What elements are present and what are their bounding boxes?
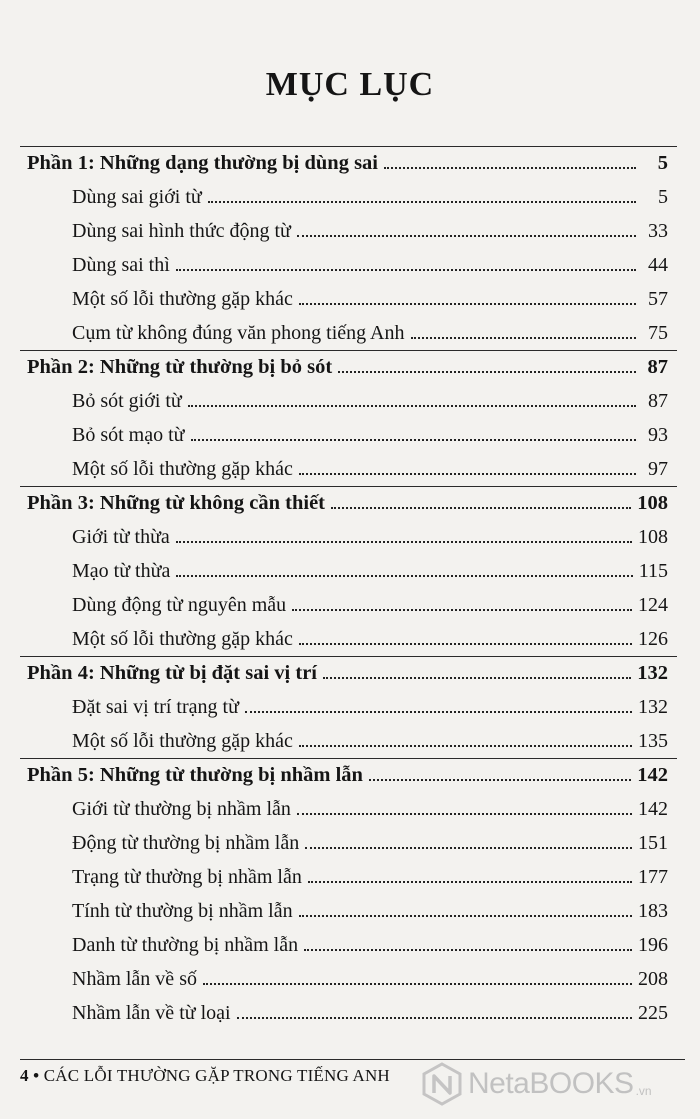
toc-entry-label: Mạo từ thừa xyxy=(72,560,171,582)
footer-bullet: • xyxy=(33,1066,40,1085)
dot-leader xyxy=(299,745,632,747)
toc-part-entry[interactable] xyxy=(0,658,700,688)
toc-entry-label: Bỏ sót giới từ xyxy=(72,390,182,412)
dot-leader xyxy=(176,541,632,543)
toc-sub-entry[interactable] xyxy=(0,420,700,450)
toc-sub-entry[interactable] xyxy=(0,862,700,892)
toc-entry-page-number: 196 xyxy=(638,934,668,956)
toc-entry-label: Dùng sai thì xyxy=(72,254,170,276)
dot-leader xyxy=(297,813,632,815)
toc-part-entry[interactable] xyxy=(0,760,700,790)
dot-leader xyxy=(338,371,636,373)
toc-entry-page-number: 108 xyxy=(638,526,668,548)
toc-entry-page-number: 57 xyxy=(648,288,668,310)
dot-leader xyxy=(304,949,632,951)
watermark-suffix: .vn xyxy=(635,1084,652,1098)
toc-entry-page-number: 142 xyxy=(637,764,668,786)
toc-entry-label: Nhầm lẫn về từ loại xyxy=(72,1002,231,1024)
toc-entry-page-number: 44 xyxy=(648,254,668,276)
toc-entry-page-number: 124 xyxy=(638,594,668,616)
page-footer xyxy=(20,1066,390,1086)
toc-entry-label: Dùng động từ nguyên mẫu xyxy=(72,594,287,616)
toc-sub-entry[interactable] xyxy=(0,182,700,212)
toc-part-entry[interactable] xyxy=(0,352,700,382)
toc-entry-page-number: 225 xyxy=(638,1002,668,1024)
toc-entry-label: Giới từ thường bị nhầm lẫn xyxy=(72,798,291,820)
watermark-text: NetaBOOKS xyxy=(468,1067,634,1100)
section-divider xyxy=(20,350,677,351)
section-divider xyxy=(20,486,677,487)
dot-leader xyxy=(176,575,632,577)
toc-entry-page-number: 151 xyxy=(638,832,668,854)
toc-sub-entry[interactable] xyxy=(0,828,700,858)
dot-leader xyxy=(323,677,631,679)
toc-entry-page-number: 142 xyxy=(638,798,668,820)
toc-entry-label: Một số lỗi thường gặp khác xyxy=(72,628,293,650)
dot-leader xyxy=(237,1017,632,1019)
toc-sub-entry[interactable] xyxy=(0,624,700,654)
toc-sub-entry[interactable] xyxy=(0,522,700,552)
dot-leader xyxy=(305,847,632,849)
toc-entry-label: Phần 4: Những từ bị đặt sai vị trí xyxy=(27,662,318,684)
section-divider xyxy=(20,758,677,759)
toc-entry-label: Danh từ thường bị nhầm lẫn xyxy=(72,934,299,956)
toc-entry-label: Phần 2: Những từ thường bị bỏ sót xyxy=(27,356,333,378)
dot-leader xyxy=(203,983,632,985)
toc-entry-page-number: 75 xyxy=(648,322,668,344)
toc-entry-label: Dùng sai hình thức động từ xyxy=(72,220,291,242)
toc-entry-page-number: 5 xyxy=(658,186,668,208)
toc-entry-page-number: 115 xyxy=(638,560,668,582)
dot-leader xyxy=(176,269,636,271)
footer-book-title: CÁC LỖI THƯỜNG GẶP TRONG TIẾNG ANH xyxy=(43,1066,390,1085)
dot-leader xyxy=(245,711,632,713)
toc-entry-page-number: 97 xyxy=(648,458,668,480)
toc-entry-label: Một số lỗi thường gặp khác xyxy=(72,730,293,752)
toc-part-entry[interactable] xyxy=(0,488,700,518)
dot-leader xyxy=(411,337,637,339)
toc-entry-label: Phần 5: Những từ thường bị nhầm lẫn xyxy=(27,764,363,786)
toc-entry-page-number: 87 xyxy=(647,356,668,378)
toc-entry-page-number: 108 xyxy=(637,492,668,514)
toc-entry-page-number: 132 xyxy=(638,696,668,718)
dot-leader xyxy=(299,473,636,475)
toc-entry-page-number: 87 xyxy=(648,390,668,412)
section-divider xyxy=(20,656,677,657)
toc-entry-label: Phần 1: Những dạng thường bị dùng sai xyxy=(27,152,378,174)
dot-leader xyxy=(299,915,632,917)
toc-entry-label: Đặt sai vị trí trạng từ xyxy=(72,696,239,718)
toc-entry-page-number: 126 xyxy=(638,628,668,650)
dot-leader xyxy=(292,609,632,611)
toc-sub-entry[interactable] xyxy=(0,216,700,246)
dot-leader xyxy=(299,303,636,305)
toc-sub-entry[interactable] xyxy=(0,964,700,994)
dot-leader xyxy=(299,643,632,645)
toc-sub-entry[interactable] xyxy=(0,556,700,586)
page-title: MỤC LỤC xyxy=(265,66,435,103)
dot-leader xyxy=(308,881,632,883)
toc-entry-page-number: 135 xyxy=(638,730,668,752)
dot-leader xyxy=(191,439,636,441)
toc-entry-label: Một số lỗi thường gặp khác xyxy=(72,288,293,310)
toc-entry-page-number: 93 xyxy=(648,424,668,446)
dot-leader xyxy=(188,405,636,407)
toc-sub-entry[interactable] xyxy=(0,454,700,484)
toc-entry-label: Tính từ thường bị nhầm lẫn xyxy=(72,900,293,922)
toc-sub-entry[interactable] xyxy=(0,794,700,824)
toc-entry-label: Bỏ sót mạo từ xyxy=(72,424,185,446)
toc-sub-entry[interactable] xyxy=(0,250,700,280)
toc-entry-label: Một số lỗi thường gặp khác xyxy=(72,458,293,480)
toc-sub-entry[interactable] xyxy=(0,590,700,620)
footer-page-number: 4 xyxy=(20,1066,29,1085)
toc-entry-page-number: 132 xyxy=(637,662,668,684)
toc-sub-entry[interactable] xyxy=(0,726,700,756)
toc-entry-page-number: 177 xyxy=(638,866,668,888)
toc-sub-entry[interactable] xyxy=(0,692,700,722)
toc-part-entry[interactable] xyxy=(0,148,700,178)
toc-sub-entry[interactable] xyxy=(0,998,700,1028)
toc-entry-label: Trạng từ thường bị nhầm lẫn xyxy=(72,866,302,888)
toc-sub-entry[interactable] xyxy=(0,386,700,416)
toc-entry-label: Nhầm lẫn về số xyxy=(72,968,197,990)
toc-sub-entry[interactable] xyxy=(0,896,700,926)
dot-leader xyxy=(331,507,631,509)
neta-logo-icon xyxy=(420,1062,464,1106)
toc-entry-label: Động từ thường bị nhầm lẫn xyxy=(72,832,300,854)
dot-leader xyxy=(384,167,636,169)
toc-entry-page-number: 183 xyxy=(638,900,668,922)
toc-entry-page-number: 5 xyxy=(657,152,668,174)
section-divider xyxy=(20,146,677,147)
toc-entry-label: Phần 3: Những từ không cần thiết xyxy=(27,492,325,514)
toc-sub-entry[interactable] xyxy=(0,930,700,960)
watermark xyxy=(420,1058,700,1110)
toc-sub-entry[interactable] xyxy=(0,284,700,314)
toc-entry-label: Dùng sai giới từ xyxy=(72,186,202,208)
dot-leader xyxy=(369,779,631,781)
dot-leader xyxy=(208,201,636,203)
toc-entry-label: Cụm từ không đúng văn phong tiếng Anh xyxy=(72,322,405,344)
toc-entry-page-number: 33 xyxy=(648,220,668,242)
dot-leader xyxy=(297,235,636,237)
toc-sub-entry[interactable] xyxy=(0,318,700,348)
toc-entry-page-number: 208 xyxy=(638,968,668,990)
toc-entry-label: Giới từ thừa xyxy=(72,526,170,548)
